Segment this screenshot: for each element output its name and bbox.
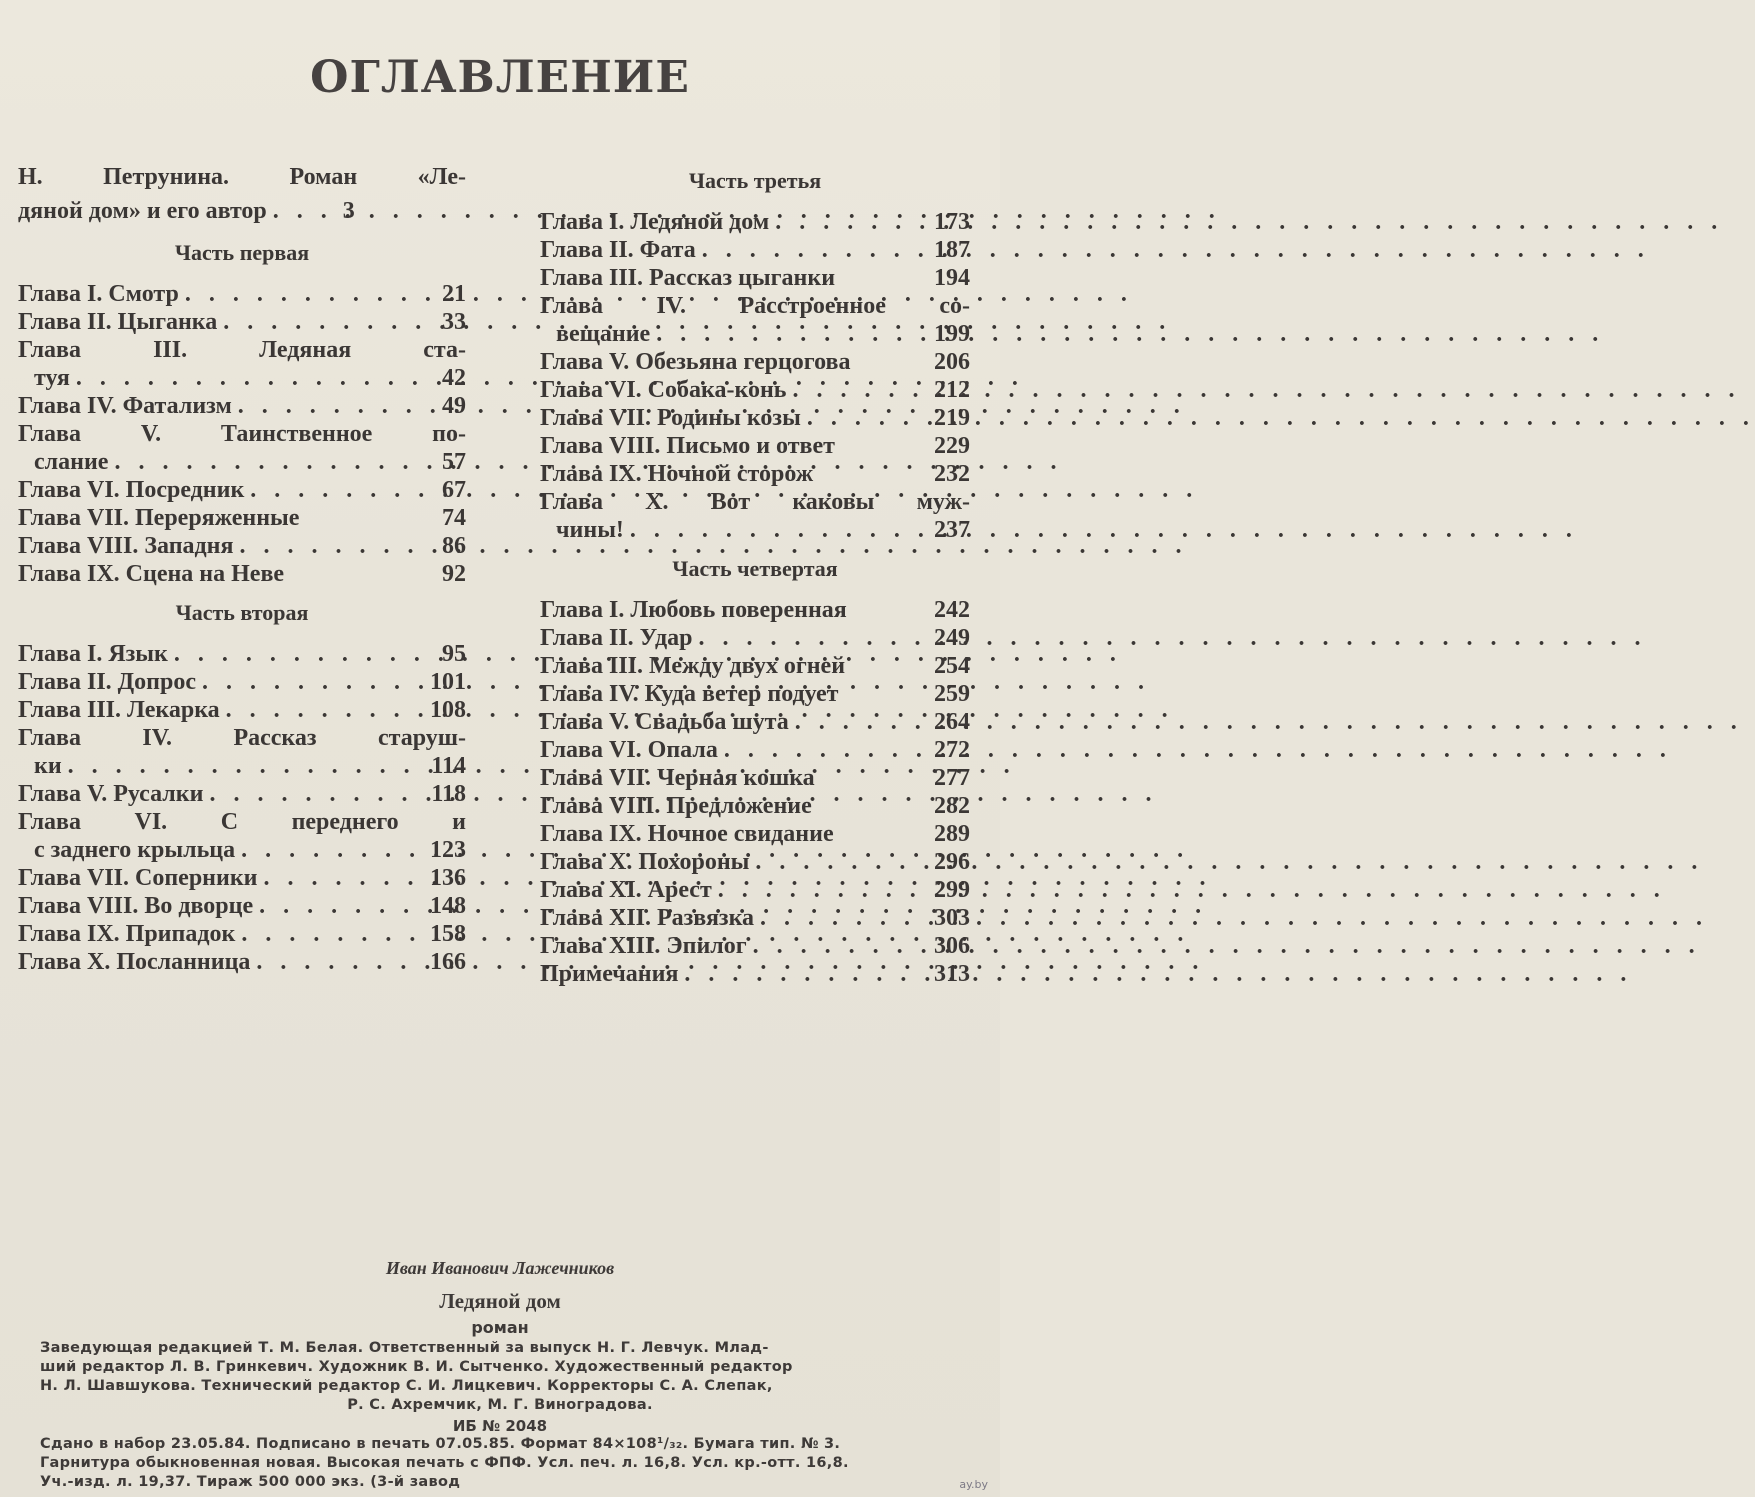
- toc-entry: Глава VIII. Предложение 282: [540, 793, 970, 819]
- toc-entry: Глава V. Русалки . . . 118: [18, 780, 466, 808]
- toc-entry: Глава IV. Расстроенное со-: [540, 293, 970, 319]
- page-title: ОГЛАВЛЕНИЕ: [310, 52, 690, 103]
- toc-entry: Глава X. Вот каковы муж-: [540, 489, 970, 515]
- toc-entry: Примечания . . . 313: [540, 960, 970, 988]
- toc-entry: Глава V. Таинственное по-: [18, 421, 466, 447]
- part-heading: Часть четвертая: [672, 556, 838, 581]
- toc-entry: Глава X. Посланница . . . 166: [18, 948, 466, 976]
- toc-entry: Глава I. Любовь поверенная 242: [540, 597, 970, 623]
- toc-entry: Глава V. Свадьба шута . . . 264: [540, 708, 970, 736]
- toc-entry: Глава IV. Рассказ старуш-: [18, 725, 466, 751]
- toc-entry: Глава VII. Черная кошка 277: [540, 765, 970, 791]
- toc-entry: Глава XI. Арест . . . 299: [540, 876, 970, 904]
- toc-entry: Глава I. Ледяной дом . . . 173: [540, 208, 970, 236]
- toc-entry: Глава X. Похороны . . . 296: [540, 848, 970, 876]
- toc-entry: Глава VIII. Письмо и ответ 229: [540, 433, 970, 459]
- part-heading: Часть третья: [688, 168, 822, 193]
- imprint-credits-line: Заведующая редакцией Т. М. Белая. Ответственный за выпуск Н. Г. Левчук. Млад-: [40, 1340, 769, 1356]
- imprint-credits-line: ший редактор Л. В. Гринкевич. Художник В. И. Сытченко. Художественный редактор: [40, 1359, 793, 1375]
- toc-entry: Глава VII. Соперники . . . 136: [18, 864, 466, 892]
- watermark: ay.by: [959, 1478, 988, 1491]
- toc-entry: Глава I. Смотр . . . 21: [18, 280, 466, 308]
- imprint-publishing-line: Гарнитура обыкновенная новая. Высокая печать с ФПФ. Усл. печ. л. 16,8. Усл. кр.-отт. 16,8.: [40, 1455, 849, 1471]
- toc-entry: чины! . . . 237: [540, 516, 970, 544]
- toc-entry: Глава IX. Ночное свидание 289: [540, 821, 970, 847]
- toc-entry: вещание . . . 199: [540, 320, 970, 348]
- toc-entry: Глава V. Обезьяна герцогова 206: [540, 349, 970, 375]
- intro-entry: [18, 160, 466, 228]
- toc-entry: Глава VIII. Во дворце . . . 148: [18, 892, 466, 920]
- toc-entry: Глава IX. Припадок . . . 158: [18, 920, 466, 948]
- toc-right-column: [540, 168, 970, 988]
- toc-entry: Глава III. Лекарка . . . 108: [18, 696, 466, 724]
- toc-entry: Глава VI. Посредник . . . 67: [18, 476, 466, 504]
- toc-list-part-1: [18, 280, 466, 588]
- part-heading: Часть первая: [174, 240, 310, 265]
- toc-entry: Глава VII. Переряженные 74: [18, 505, 466, 531]
- toc-entry: Глава IV. Куда ветер подует 259: [540, 681, 970, 707]
- page-number: 3: [342, 198, 355, 224]
- toc-entry: Глава II. Допрос . . . 101: [18, 668, 466, 696]
- toc-entry: Глава VI. Собака-конь . . . 212: [540, 376, 970, 404]
- toc-entry: Глава III. Ледяная ста-: [18, 337, 466, 363]
- toc-entry: слание . . . 57: [18, 448, 466, 476]
- toc-entry: Глава IX. Сцена на Неве 92: [18, 561, 466, 587]
- toc-entry: Глава III. Между двух огней 254: [540, 653, 970, 679]
- toc-entry: Глава I. Язык . . . 95: [18, 640, 466, 668]
- imprint-publishing-line: Уч.-изд. л. 19,37. Тираж 500 000 экз. (3-й завод: [40, 1474, 461, 1490]
- toc-entry: с заднего крыльца . . . 123: [18, 836, 466, 864]
- toc-entry: Глава XIII. Эпилог . . . 306: [540, 932, 970, 960]
- toc-entry: Глава IX. Ночной сторож 232: [540, 461, 970, 487]
- intro-line-1: Н. Петрунина. Роман «Ле-: [18, 164, 466, 190]
- toc-entry: Глава III. Рассказ цыганки 194: [540, 265, 970, 291]
- intro-line-2: дяной дом» и его автор . . . 3: [18, 194, 466, 228]
- toc-list-part-4: [540, 596, 970, 988]
- toc-entry: Глава IV. Фатализм . . . 49: [18, 392, 466, 420]
- toc-entry: туя . . . 42: [18, 364, 466, 392]
- toc-entry: Глава II. Фата . . . 187: [540, 236, 970, 264]
- imprint-book-title: Ледяной дом: [439, 1289, 561, 1313]
- imprint-author: Иван Иванович Лажечников: [385, 1258, 615, 1278]
- toc-list-part-2: [18, 640, 466, 976]
- toc-left-column: [18, 160, 466, 976]
- toc-entry: Глава VI. С переднего и: [18, 809, 466, 835]
- toc-entry: Глава VIII. Западня . . . 86: [18, 532, 466, 560]
- toc-entry: ки . . . 114: [18, 752, 466, 780]
- imprint-genre: роман: [471, 1318, 529, 1337]
- imprint-publishing-line: Сдано в набор 23.05.84. Подписано в печать 07.05.85. Формат 84×108¹/₃₂. Бумага тип. № 3.: [40, 1436, 841, 1452]
- toc-entry: Глава II. Цыганка . . . 33: [18, 308, 466, 336]
- imprint-block: [40, 1258, 960, 1492]
- toc-list-part-3: [540, 208, 970, 544]
- part-heading: Часть вторая: [175, 600, 309, 625]
- toc-entry: Глава II. Удар . . . 249: [540, 624, 970, 652]
- imprint-credits-line: Н. Л. Шавшукова. Технический редактор С. И. Лицкевич. Корректоры С. А. Слепак,: [40, 1378, 773, 1394]
- toc-entry: Глава XII. Развязка . . . 303: [540, 904, 970, 932]
- toc-entry: Глава VI. Опала . . . 272: [540, 736, 970, 764]
- imprint-credits-line: Р. С. Ахремчик, М. Г. Виноградова.: [347, 1397, 653, 1413]
- toc-entry: Глава VII. Родины козы . . . 219: [540, 404, 970, 432]
- imprint-ib-number: ИБ № 2048: [452, 1417, 548, 1435]
